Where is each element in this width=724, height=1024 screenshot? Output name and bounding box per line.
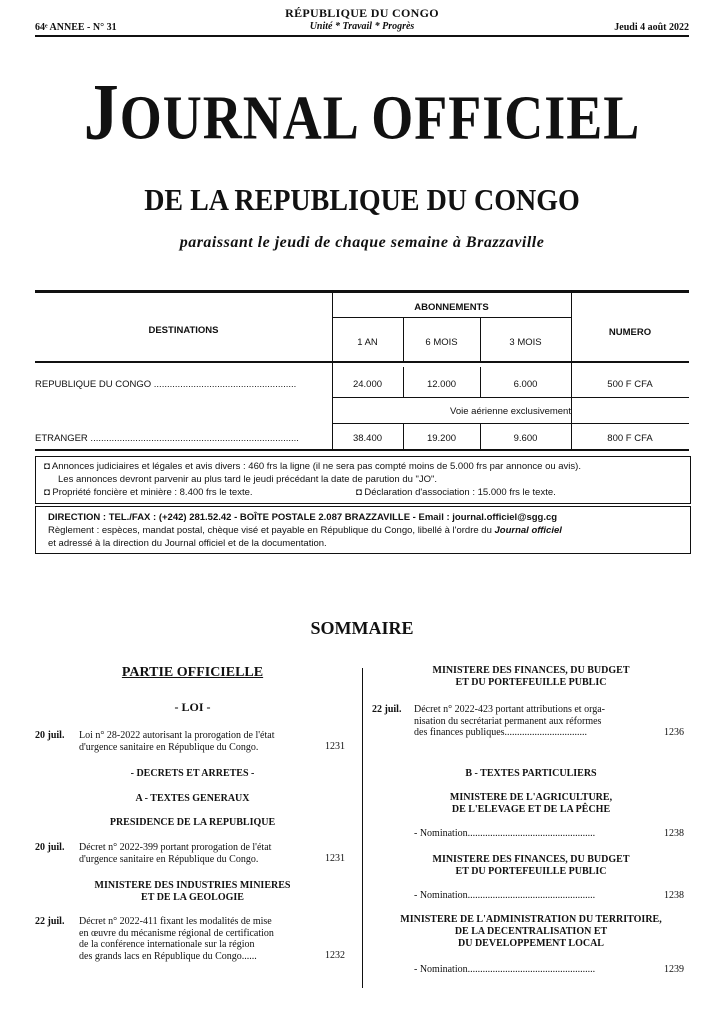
sommaire-title: SOMMAIRE bbox=[310, 618, 414, 638]
table-rule bbox=[332, 317, 571, 318]
title-rest: OURNAL OFFICIEL bbox=[119, 83, 641, 153]
col-destinations: DESTINATIONS bbox=[148, 325, 219, 336]
price-congo-3mois: 6.000 bbox=[513, 379, 538, 390]
table-rule bbox=[35, 361, 689, 363]
entry-text[interactable]: - Nomination................................................... bbox=[414, 964, 596, 975]
table-rule bbox=[35, 449, 689, 451]
price-etranger-1an: 38.400 bbox=[352, 433, 383, 444]
contact-box bbox=[35, 506, 691, 554]
entry-page: 1239 bbox=[664, 964, 684, 975]
notice-line: ◘ Déclaration d'association : 15.000 frs le texte. bbox=[356, 487, 556, 498]
journal-name: Journal officiel bbox=[494, 525, 562, 536]
period-1-an: 1 AN bbox=[357, 337, 378, 348]
entry-date: 20 juil. bbox=[35, 730, 65, 741]
subscription-table bbox=[35, 290, 689, 453]
notice-line: ◘ Propriété foncière et minière : 8.400 frs le texte. bbox=[44, 487, 253, 498]
entry-date: 22 juil. bbox=[372, 704, 402, 715]
notice-line: ◘ Annonces judiciaires et légales et avis divers : 460 frs la ligne (il ne sera pas compté moins de 5.000 frs par annonce ou avis). bbox=[44, 461, 581, 472]
contact-line: et adressé à la direction du Journal officiel et de la documentation. bbox=[48, 538, 327, 549]
journal-subtitle: DE LA REPUBLIQUE DU CONGO bbox=[144, 183, 580, 218]
entry-page: 1232 bbox=[325, 950, 345, 961]
country-name: RÉPUBLIQUE DU CONGO bbox=[285, 6, 439, 20]
sommaire-left-column bbox=[35, 662, 350, 982]
destination-congo: REPUBLIQUE DU CONGO ...................................................... bbox=[35, 379, 297, 390]
numero-etranger: 800 F CFA bbox=[607, 433, 653, 444]
period-3-mois: 3 MOIS bbox=[509, 337, 542, 348]
section-administration: MINISTERE DE L'ADMINISTRATION DU TERRITOIRE, DE LA DECENTRALISATION ET DU DEVELOPPEMENT LOCAL bbox=[400, 914, 662, 949]
contact-line: Règlement : espèces, mandat postal, chèque visé et payable en République du Congo, libellé à l'ordre du Journal officiel bbox=[48, 525, 562, 536]
header-rule bbox=[35, 35, 689, 37]
entry-text[interactable]: Décret n° 2022-423 portant attributions et orga- nisation du secrétariat permanent aux réformes des finances publiques................................. bbox=[414, 704, 605, 738]
price-congo-1an: 24.000 bbox=[352, 379, 383, 390]
col-abonnements: ABONNEMENTS bbox=[414, 302, 489, 313]
contact-line: DIRECTION : TEL./FAX : (+242) 281.52.42 - BOÎTE POSTALE 2.087 BRAZZAVILLE - Email : journal.officiel@sgg.cg bbox=[48, 512, 558, 523]
section-mines: MINISTERE DES INDUSTRIES MINIERES ET DE LA GEOLOGIE bbox=[94, 880, 291, 903]
section-presidence: PRESIDENCE DE LA REPUBLIQUE bbox=[109, 817, 276, 828]
entry-page: 1238 bbox=[664, 890, 684, 901]
entry-text[interactable]: Décret n° 2022-399 portant prorogation de l'état d'urgence sanitaire en République du Congo. bbox=[79, 842, 272, 865]
destination-etranger: ETRANGER ............................................................................... bbox=[35, 433, 299, 444]
price-etranger-6mois: 19.200 bbox=[426, 433, 457, 444]
price-etranger-3mois: 9.600 bbox=[513, 433, 538, 444]
entry-page: 1231 bbox=[325, 741, 345, 752]
entry-text[interactable]: Loi n° 28-2022 autorisant la prorogation de l'état d'urgence sanitaire en République du Congo. bbox=[79, 730, 275, 753]
section-loi: - LOI - bbox=[174, 700, 211, 714]
entry-text[interactable]: Décret n° 2022-411 fixant les modalités de mise en œuvre du mécanisme régional de certification de la conférence internationale sur la région des grands lacs en République du Congo...... bbox=[79, 916, 274, 962]
sommaire-right-column bbox=[372, 662, 690, 982]
air-note: Voie aérienne exclusivement bbox=[450, 406, 571, 417]
table-divider bbox=[571, 293, 572, 449]
title-initial: J bbox=[83, 68, 120, 157]
period-6-mois: 6 MOIS bbox=[425, 337, 458, 348]
numero-congo: 500 F CFA bbox=[607, 379, 653, 390]
journal-title bbox=[0, 68, 724, 157]
entry-text[interactable]: - Nomination................................................... bbox=[414, 828, 596, 839]
notice-line: Les annonces devront parvenir au plus tard le jeudi précédant la date de parution du "JO". bbox=[58, 474, 438, 485]
entry-page: 1231 bbox=[325, 853, 345, 864]
entry-page: 1238 bbox=[664, 828, 684, 839]
entry-text[interactable]: - Nomination................................................... bbox=[414, 890, 596, 901]
issue-date: Jeudi 4 août 2022 bbox=[614, 22, 689, 33]
section-agriculture: MINISTERE DE L'AGRICULTURE, DE L'ELEVAGE ET DE LA PÊCHE bbox=[449, 792, 613, 815]
section-finances-1: MINISTERE DES FINANCES, DU BUDGET ET DU PORTEFEUILLE PUBLIC bbox=[432, 665, 630, 688]
entry-date: 22 juil. bbox=[35, 916, 65, 927]
notices-box bbox=[35, 456, 691, 504]
table-rule bbox=[332, 423, 689, 424]
national-motto: Unité * Travail * Progrès bbox=[309, 21, 415, 32]
section-finances-2: MINISTERE DES FINANCES, DU BUDGET ET DU PORTEFEUILLE PUBLIC bbox=[432, 854, 630, 877]
entry-date: 20 juil. bbox=[35, 842, 65, 853]
section-textes-particuliers: B - TEXTES PARTICULIERS bbox=[465, 768, 597, 779]
issue-number: 64ᵉ ANNEE - N° 31 bbox=[35, 22, 117, 33]
section-decrets: - DECRETS ET ARRETES - bbox=[130, 768, 255, 779]
partie-officielle: PARTIE OFFICIELLE bbox=[121, 665, 264, 680]
journal-tagline: paraissant le jeudi de chaque semaine à Brazzaville bbox=[179, 234, 545, 251]
price-congo-6mois: 12.000 bbox=[426, 379, 457, 390]
col-numero: NUMERO bbox=[608, 327, 652, 338]
entry-page: 1236 bbox=[664, 727, 684, 738]
table-rule bbox=[332, 397, 689, 398]
section-textes-generaux: A - TEXTES GENERAUX bbox=[135, 793, 250, 804]
column-divider bbox=[362, 668, 363, 988]
